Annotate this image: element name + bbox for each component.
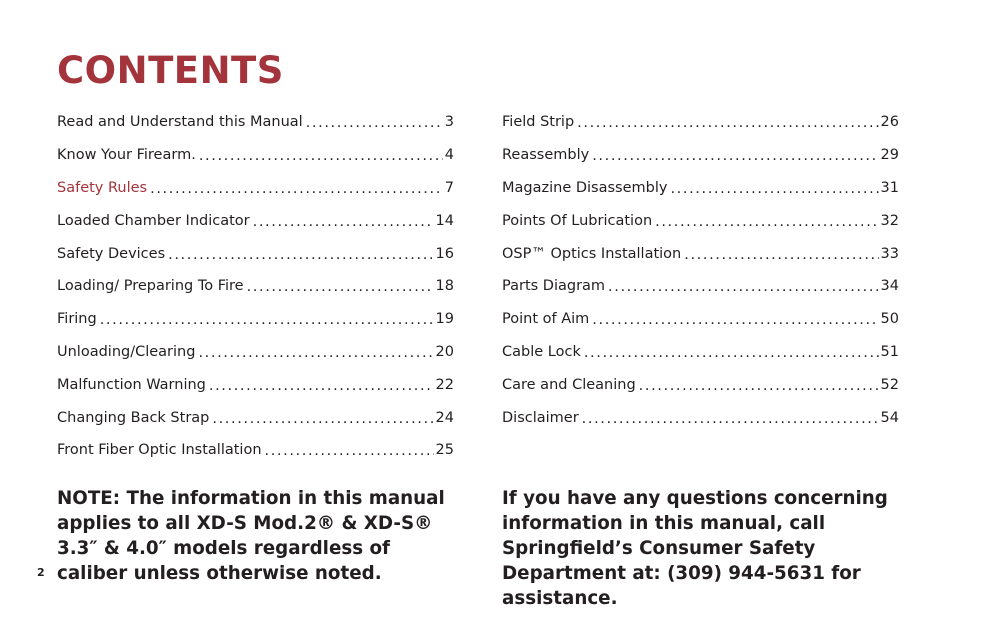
toc-entry-page: 32 (880, 212, 899, 229)
toc-entry-page: 24 (435, 409, 454, 426)
toc-entry[interactable] (57, 204, 454, 237)
toc-entry-label: Front Fiber Optic Installation (57, 442, 262, 459)
toc-entry-label: Malfunction Warning (57, 376, 206, 393)
toc-entry-label: Cable Lock (502, 343, 581, 360)
toc-entry[interactable] (57, 270, 454, 303)
toc-entry[interactable] (502, 237, 899, 270)
toc-entry-label: OSP™ Optics Installation (502, 245, 682, 262)
toc-dot-leader (265, 443, 434, 459)
toc-entry-label: Magazine Disassembly (502, 179, 668, 196)
toc-entry[interactable] (502, 336, 899, 369)
toc-dot-leader (577, 115, 878, 131)
toc-entry[interactable] (57, 336, 454, 369)
toc-entry[interactable] (502, 139, 899, 172)
toc-entry-label: Safety Devices (57, 245, 166, 262)
toc-dot-leader (582, 411, 879, 427)
contact-text: If you have any questions concerning information in this manual, call Springfield’s Consumer Safety Department at: (309) 944-5631 for assistance. (502, 488, 888, 609)
toc-dot-leader (608, 279, 879, 295)
toc-entry-label: Changing Back Strap (57, 409, 210, 426)
toc-entry-page: 52 (880, 376, 899, 393)
toc-dot-leader (306, 115, 443, 131)
toc-entry[interactable] (57, 139, 454, 172)
toc-dot-leader (209, 378, 434, 394)
toc-entry-label: Safety Rules (57, 179, 148, 196)
toc-entry-label: Reassembly (502, 147, 590, 164)
toc-entry-page: 16 (435, 245, 454, 262)
toc-dot-leader (670, 181, 878, 197)
toc-right-column (502, 106, 899, 434)
toc-entry-label: Point of Aim (502, 311, 590, 328)
toc-entry-page: 14 (435, 212, 454, 229)
toc-entry-page: 26 (880, 114, 899, 131)
toc-entry-label: Loaded Chamber Indicator (57, 212, 250, 229)
toc-entry-page: 34 (880, 278, 899, 295)
toc-entry[interactable] (502, 204, 899, 237)
page-title: CONTENTS (57, 49, 284, 92)
toc-dot-leader (212, 411, 433, 427)
toc-entry[interactable] (502, 106, 899, 139)
toc-left-column (57, 106, 454, 467)
toc-entry-label: Firing (57, 311, 97, 328)
toc-entry-page: 29 (880, 147, 899, 164)
toc-entry-label: Disclaimer (502, 409, 579, 426)
toc-dot-leader (199, 148, 443, 164)
toc-entry-label: Loading/ Preparing To Fire (57, 278, 244, 295)
toc-entry[interactable] (502, 270, 899, 303)
toc-entry-page: 3 (444, 114, 454, 131)
toc-entry[interactable] (502, 368, 899, 401)
toc-entry-label: Know Your Firearm. (57, 147, 196, 164)
toc-entry-label: Read and Understand this Manual (57, 114, 303, 131)
toc-entry-label: Unloading/Clearing (57, 343, 196, 360)
toc-entry[interactable] (502, 303, 899, 336)
toc-entry-page: 33 (880, 245, 899, 262)
toc-entry-label: Care and Cleaning (502, 376, 636, 393)
toc-dot-leader (592, 312, 878, 328)
toc-entry-label: Points Of Lubrication (502, 212, 653, 229)
toc-entry-page: 7 (444, 179, 454, 196)
toc-entry-page: 18 (435, 278, 454, 295)
toc-dot-leader (684, 247, 878, 263)
toc-entry-label: Parts Diagram (502, 278, 606, 295)
toc-dot-leader (150, 181, 443, 197)
toc-entry[interactable] (502, 401, 899, 434)
toc-dot-leader (253, 214, 434, 230)
page-number: 2 (37, 566, 45, 579)
toc-dot-leader (100, 312, 434, 328)
toc-dot-leader (655, 214, 878, 230)
toc-entry[interactable] (57, 106, 454, 139)
toc-entry[interactable] (57, 434, 454, 467)
toc-entry-page: 50 (880, 311, 899, 328)
toc-entry[interactable] (57, 401, 454, 434)
toc-entry[interactable] (57, 368, 454, 401)
toc-entry-page: 22 (435, 376, 454, 393)
toc-entry-page: 31 (880, 179, 899, 196)
toc-dot-leader (247, 279, 434, 295)
toc-dot-leader (198, 345, 433, 361)
toc-entry-page: 54 (880, 409, 899, 426)
note-text: NOTE: The information in this manual applies to all XD-S Mod.2® & XD-S® 3.3″ & 4.0″ models regardless of caliber unless otherwise noted. (57, 488, 445, 584)
toc-dot-leader (168, 247, 433, 263)
toc-entry[interactable] (57, 237, 454, 270)
toc-entry[interactable] (57, 303, 454, 336)
toc-entry-page: 51 (880, 343, 899, 360)
toc-entry-page: 4 (444, 147, 454, 164)
toc-entry-page: 19 (435, 311, 454, 328)
toc-entry-page: 25 (435, 442, 454, 459)
toc-entry-page: 20 (435, 343, 454, 360)
toc-dot-leader (639, 378, 879, 394)
toc-dot-leader (592, 148, 878, 164)
toc-entry-label: Field Strip (502, 114, 575, 131)
toc-entry[interactable] (57, 172, 454, 205)
toc-dot-leader (584, 345, 879, 361)
toc-entry[interactable] (502, 172, 899, 205)
